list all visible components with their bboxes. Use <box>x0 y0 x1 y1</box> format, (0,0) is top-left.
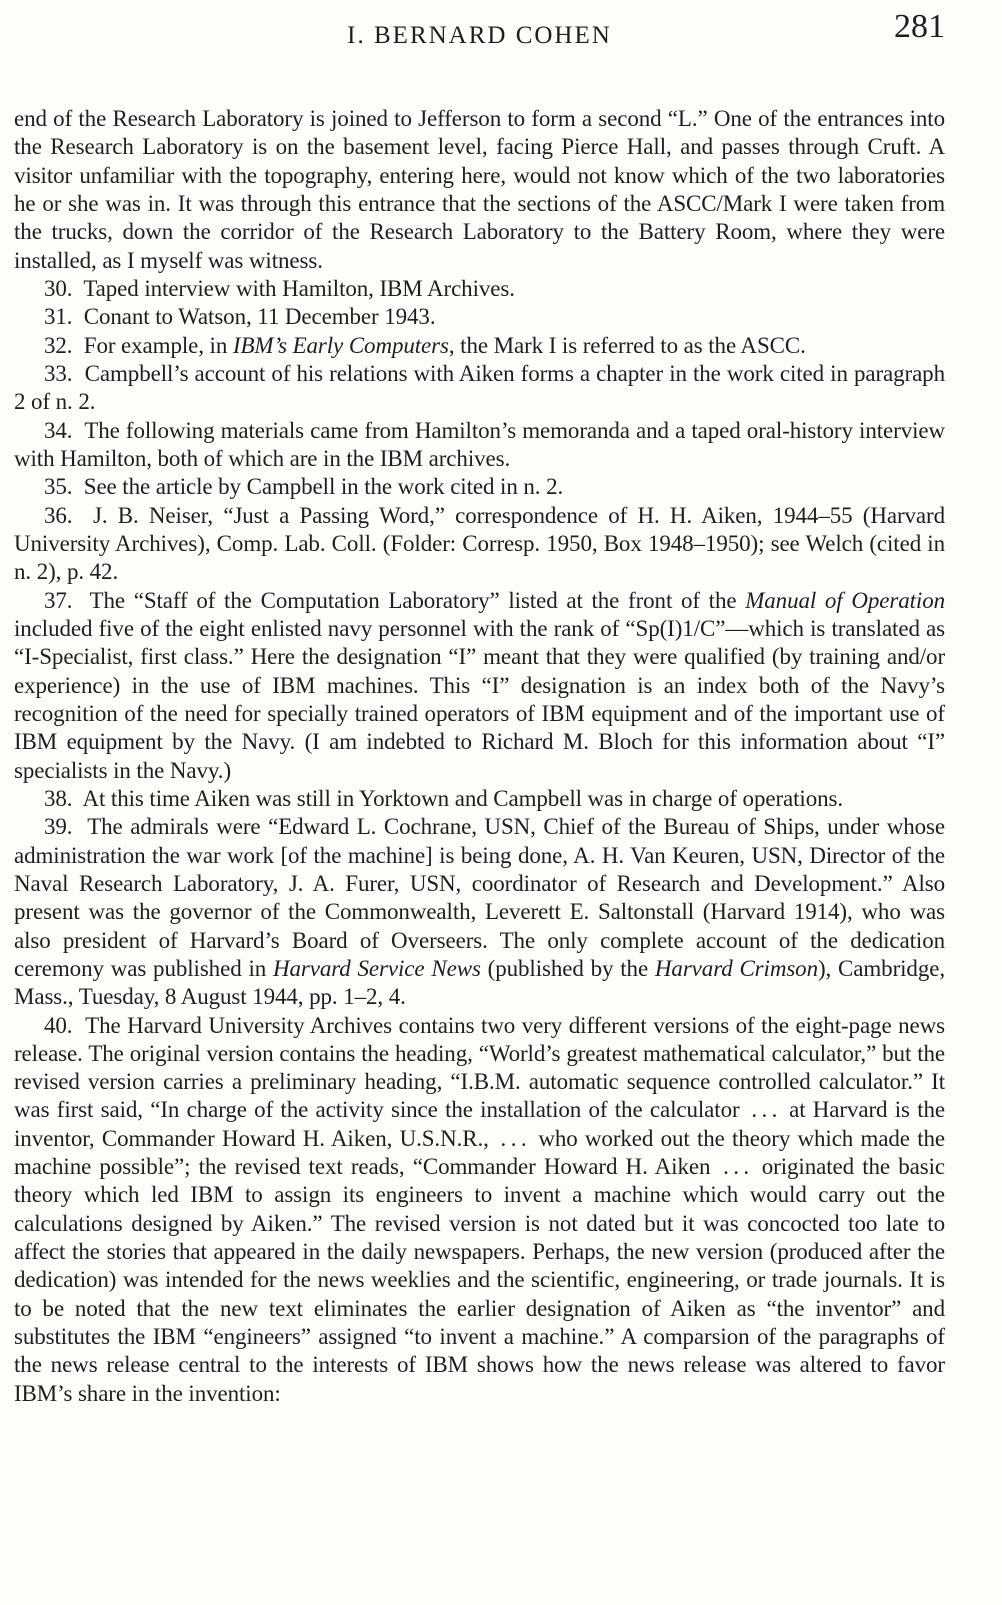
text-run: 39. The admirals were “Edward L. Cochrane, USN, Chief of the Bureau of Ships, under whose administration the war work [of the machine] is being done, A. H. Van Keuren, USN, Director of the Naval Research Laboratory, J. A. Furer, USN, coordinator of Research and Development.” Also present was the governor of the Commonwealth, Leverett E. Saltonstall (Harvard 1914), who was also president of Harvard’s Board of Overseers. The only complete account of the dedication ceremony was published in <box>14 814 945 981</box>
note-35 <box>14 473 945 501</box>
text-run: included five of the eight enlisted navy personnel with the rank of “Sp(I)1/C”—which is translated as “I-Specialist, first class.” Here the designation “I” meant that they were qualified (by training and/or experience) in the use of IBM machines. This “I” designation is an index both of the Navy’s recognition of the need for specially trained operators of IBM equipment and of the important use of IBM equipment by the Navy. (I am indebted to Richard M. Bloch for this information about “I” specialists in the Navy.) <box>14 615 945 783</box>
text-run: 35. See the article by Campbell in the work cited in n. 2. <box>44 474 564 500</box>
note-33 <box>14 360 945 417</box>
italic-text-run: Manual of Operation <box>745 587 945 613</box>
note-34 <box>14 417 945 474</box>
note-31 <box>14 303 945 331</box>
page-body <box>14 105 945 1408</box>
note-32 <box>14 332 945 360</box>
text-run: ), Cambridge, Mass., Tuesday, 8 August 1944, pp. 1–2, 4. <box>14 955 945 1010</box>
text-run: end of the Research Laboratory is joined to Jefferson to form a second “L.” One of the entrances into the Research Laboratory is on the basement level, facing Pierce Hall, and passes through Cruft. A visitor unfamiliar with the topography, entering here, would not know which of the two laboratories he or she was in. It was through this entrance that the sections of the ASCC/Mark I were taken from the trucks, down the corridor of the Research Laboratory to the Battery Room, where they were installed, as I myself was witness. <box>14 106 945 273</box>
italic-text-run: Harvard Service News <box>273 955 481 981</box>
text-run: 33. Campbell’s account of his relations with Aiken forms a chapter in the work cited in paragraph 2 of n. 2. <box>14 360 945 415</box>
page-header <box>14 0 945 70</box>
text-run: 30. Taped interview with Hamilton, IBM Archives. <box>44 275 515 301</box>
note-38 <box>14 785 945 813</box>
text-run: 38. At this time Aiken was still in Yorktown and Campbell was in charge of operations. <box>44 785 843 811</box>
text-run: (published by the <box>480 955 655 981</box>
note-36 <box>14 502 945 587</box>
italic-text-run: Harvard Crimson <box>654 955 818 981</box>
text-run: 31. Conant to Watson, 11 December 1943. <box>44 304 436 330</box>
note-39 <box>14 813 945 1011</box>
text-run: 34. The following materials came from Hamilton’s memoranda and a taped oral-history interview with Hamilton, both of which are in the IBM archives. <box>14 417 945 471</box>
running-head: I. BERNARD COHEN <box>347 22 612 49</box>
note-40 <box>14 1012 945 1409</box>
text-run: 36. J. B. Neiser, “Just a Passing Word,” correspondence of H. H. Aiken, 1944–55 (Harvard University Archives), Comp. Lab. Coll. (Folder: Corresp. 1950, Box 1948–1950); see Welch (cited in n. 2), p. 42. <box>14 502 945 585</box>
note-30 <box>14 275 945 303</box>
page-number: 281 <box>894 8 945 45</box>
text-run: , the Mark I is referred to as the ASCC. <box>448 332 806 358</box>
italic-text-run: IBM’s Early Computers <box>232 332 449 358</box>
intro-continuation <box>14 105 945 275</box>
text-run: 37. The “Staff of the Computation Laboratory” listed at the front of the <box>44 587 746 613</box>
note-37 <box>14 587 945 785</box>
text-run: 40. The Harvard University Archives contains two very different versions of the eight-page news release. The original version contains the heading, “World’s greatest mathematical calculator,” but the revised version carries a preliminary heading, “I.B.M. automatic sequence controlled calculator.” It was first said, “In charge of the activity since the installation of the calculator . . . at Harvard is the inventor, Commander Howard H. Aiken, U.S.N.R., . . . who worked out the theory which made the machine possible”; the revised text reads, “Commander Howard H. Aiken . . . originated the basic theory which led IBM to assign its engineers to invent a machine which would carry out the calculations designed by Aiken.” The revised version is not dated but it was concocted too late to affect the stories that appeared in the daily newspapers. Perhaps, the new version (produced after the dedication) was intended for the news weeklies and the scientific, engineering, or trade journals. It is to be noted that the new text eliminates the earlier designation of Aiken as “the inventor” and substitutes the IBM “engineers” assigned “to invent a machine.” A comparsion of the paragraphs of the news release central to the interests of IBM shows how the news release was altered to favor IBM’s share in the invention: <box>14 1012 945 1406</box>
text-run: 32. For example, in <box>44 332 233 358</box>
